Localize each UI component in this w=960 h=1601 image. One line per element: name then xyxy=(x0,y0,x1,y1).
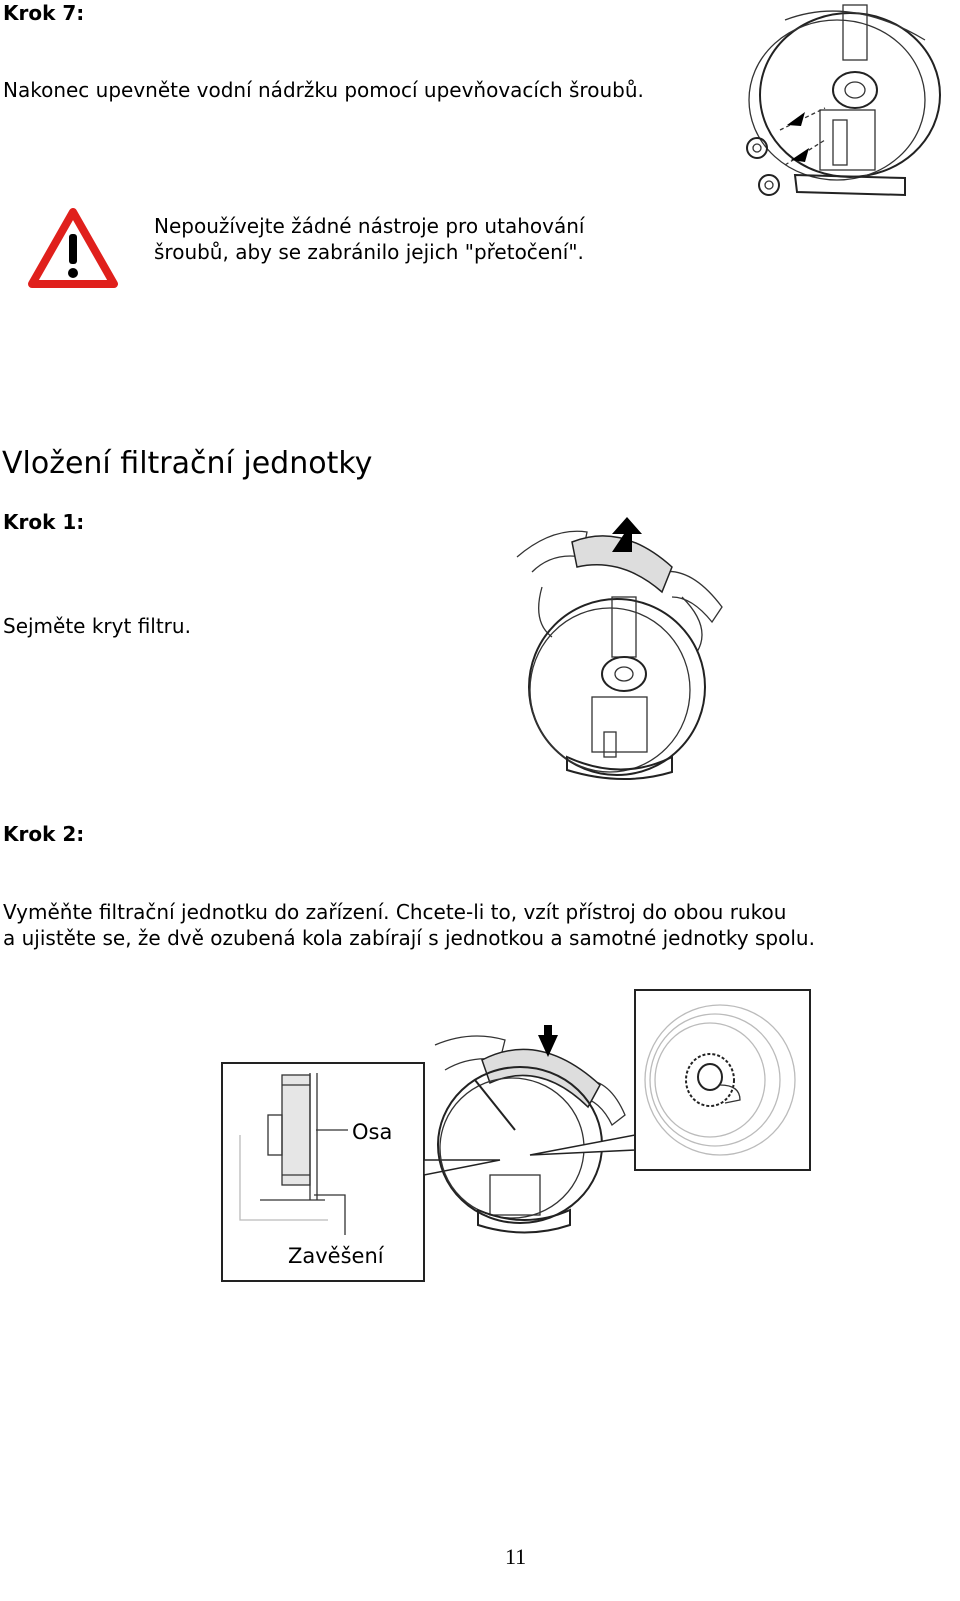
step1-text: Sejměte kryt filtru. xyxy=(3,614,191,638)
warning-triangle-icon xyxy=(28,208,118,288)
step2-line-1: Vyměňte filtrační jednotku do zařízení. Chcete-li to, vzít přístroj do obou rukou xyxy=(3,900,787,924)
warning-line-2: šroubů, aby se zabránilo jejich "přetočení". xyxy=(154,240,584,264)
tank-screws-illustration xyxy=(725,0,945,205)
section-heading: Vložení filtrační jednotky xyxy=(2,446,373,481)
step1-title: Krok 1: xyxy=(3,510,85,534)
step7-text: Nakonec upevněte vodní nádržku pomocí upevňovacích šroubů. xyxy=(3,78,644,102)
label-hanger: Zavěšení xyxy=(288,1244,384,1268)
filter-insertion-illustration xyxy=(220,985,815,1285)
step7-title: Krok 7: xyxy=(3,1,85,25)
warning-line-1: Nepoužívejte žádné nástroje pro utahování xyxy=(154,214,585,238)
page-number: 11 xyxy=(505,1544,527,1569)
label-axis: Osa xyxy=(352,1120,393,1144)
filter-cover-removal-illustration xyxy=(512,512,727,782)
step2-line-2: a ujistěte se, že dvě ozubená kola zabírají s jednotkou a samotné jednotky spolu. xyxy=(3,926,815,950)
step2-title: Krok 2: xyxy=(3,822,85,846)
